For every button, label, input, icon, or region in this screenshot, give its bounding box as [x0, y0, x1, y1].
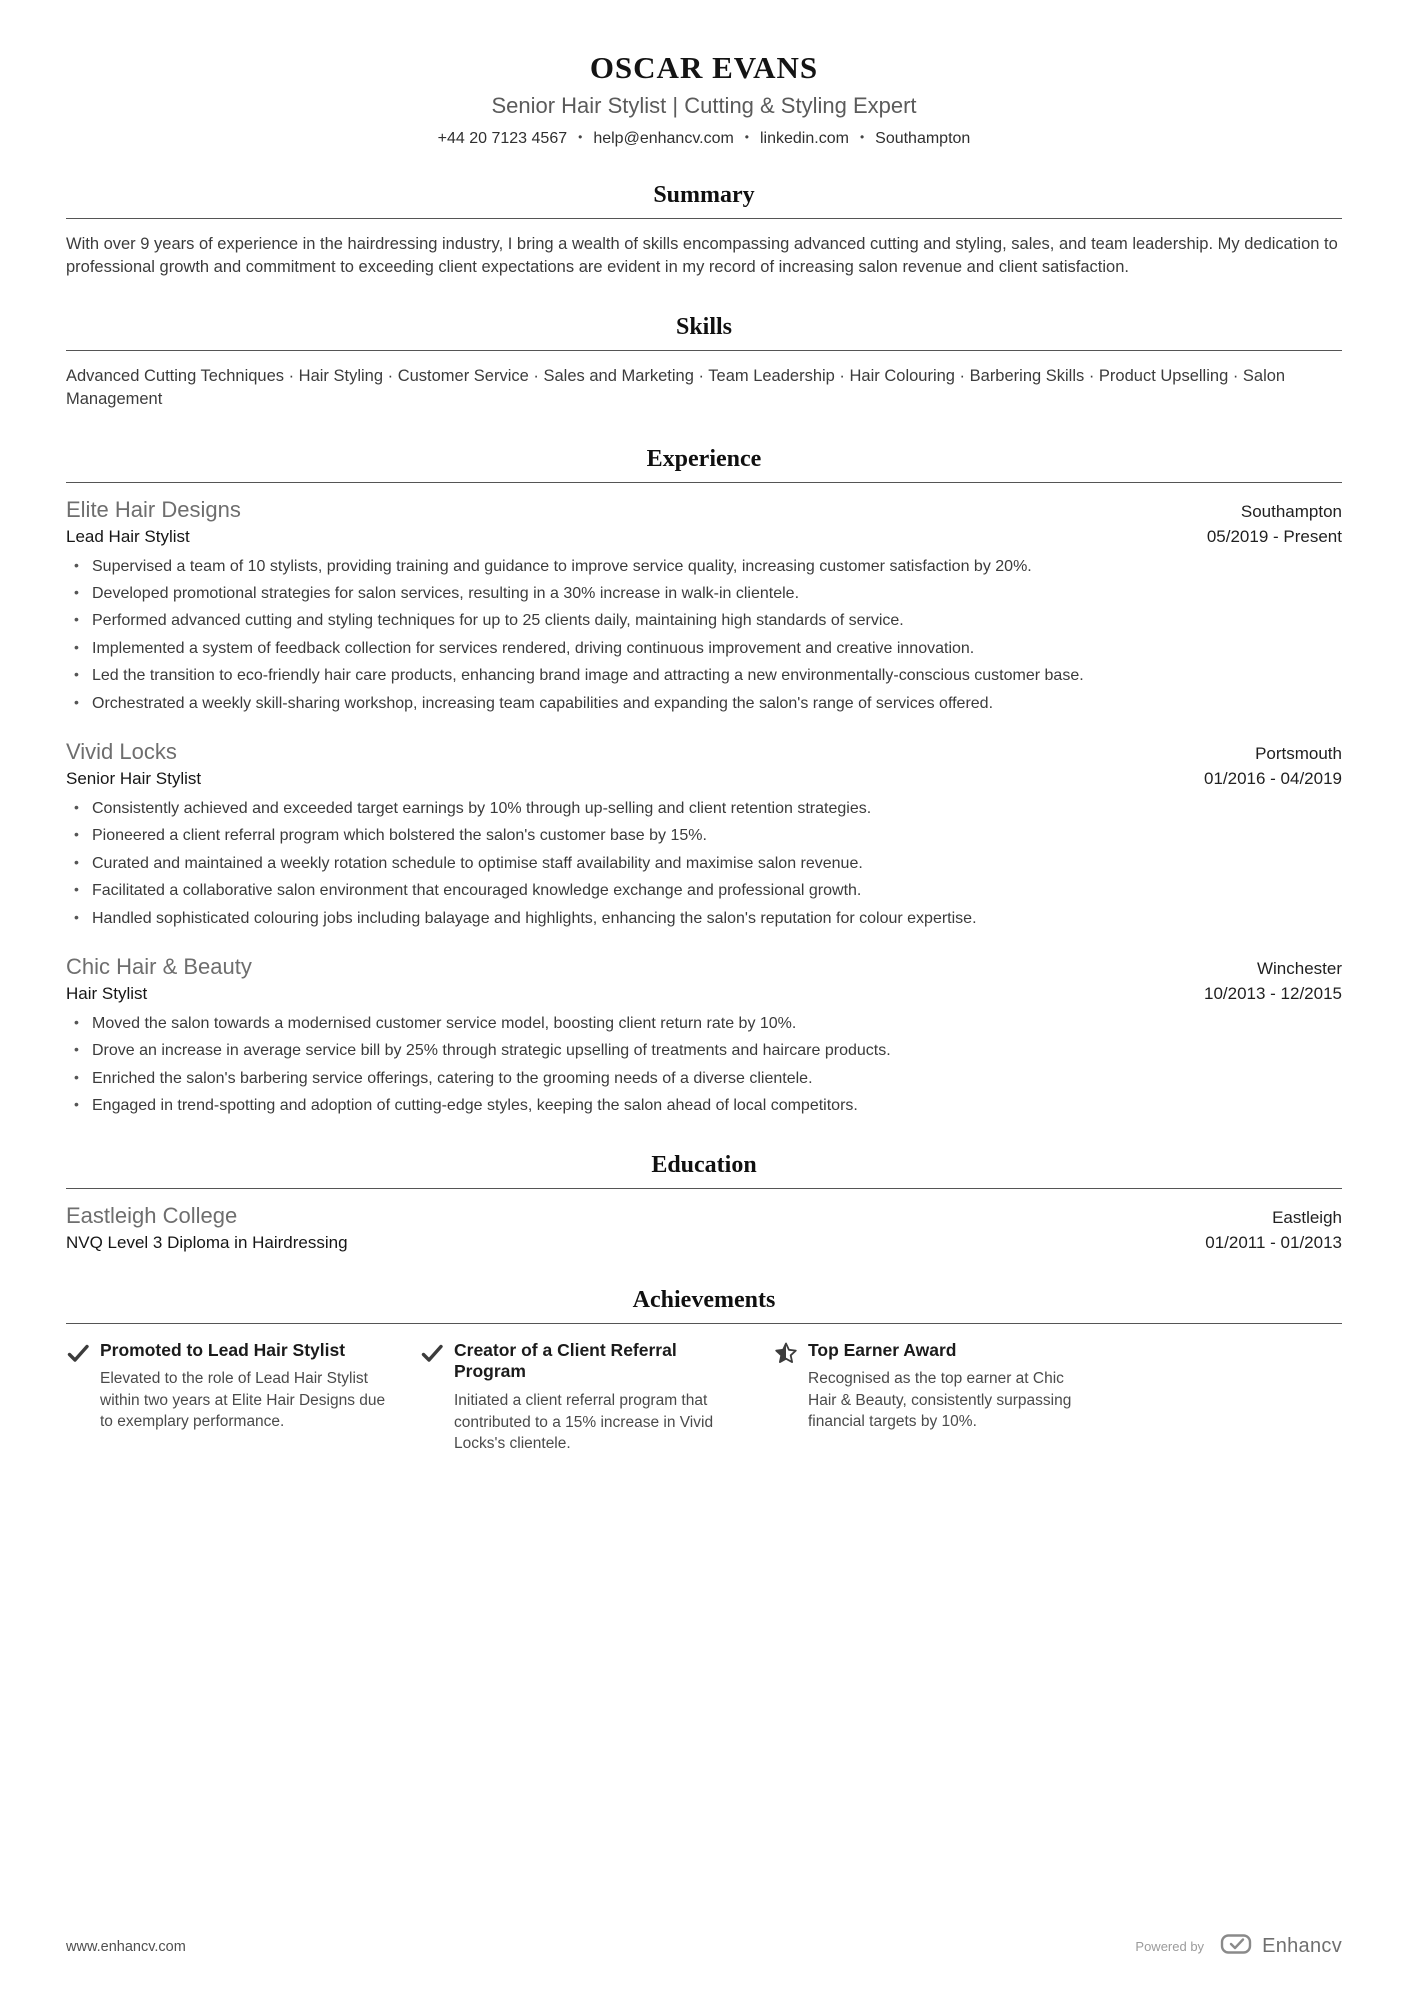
achievement-text: Initiated a client referral program that contributed to a 15% increase in Vivid Locks's clientele. — [454, 1392, 714, 1453]
school-name: Eastleigh College — [66, 1202, 238, 1228]
job-dates: 01/2016 - 04/2019 — [1203, 769, 1342, 789]
education-dates: 01/2011 - 01/2013 — [1205, 1232, 1342, 1252]
experience-bullet: • Orchestrated a weekly skill-sharing workshop, increasing team capabilities and expanding the salon's range of services offered. — [66, 693, 1342, 715]
job-dates: 10/2013 - 12/2015 — [1203, 983, 1342, 1003]
job-title: Senior Hair Stylist — [66, 769, 202, 789]
job-location: Winchester — [1256, 958, 1342, 978]
section-divider — [66, 350, 1342, 351]
experience-bullet: • Drove an increase in average service bill by 25% through strategic upselling of treatments and haircare products. — [66, 1040, 1342, 1062]
job-bullet-list — [66, 798, 1342, 930]
star-icon — [774, 1340, 800, 1365]
experience-bullet: • Handled sophisticated colouring jobs including balayage and highlights, enhancing the salon's reputation for colour expertise. — [66, 908, 1342, 930]
experience-entry — [66, 497, 1342, 715]
achievement-title: Promoted to Lead Hair Stylist — [100, 1339, 346, 1360]
summary-heading: Summary — [653, 182, 755, 208]
skills-heading: Skills — [675, 313, 733, 340]
section-divider — [66, 1188, 1342, 1189]
experience-bullet: • Consistently achieved and exceeded target earnings by 10% through up-selling and client retention strategies. — [66, 798, 1342, 820]
contact-linkedin[interactable]: • linkedin.com — [734, 130, 849, 147]
company-name: Elite Hair Designs — [66, 496, 241, 522]
enhancv-logo-icon — [1220, 1932, 1254, 1961]
experience-bullet: • Engaged in trend-spotting and adoption of cutting-edge styles, keeping the salon ahead of local competitors. — [66, 1095, 1342, 1117]
achievements-section — [66, 1287, 1342, 1455]
contact-email[interactable]: • help@enhancv.com — [567, 130, 734, 147]
company-name: Chic Hair & Beauty — [66, 953, 252, 979]
contact-phone[interactable]: +44 20 7123 4567 — [437, 130, 568, 147]
resume-header — [66, 50, 1342, 148]
summary-section — [66, 182, 1342, 280]
website-link[interactable]: www.enhancv.com — [66, 1938, 186, 1955]
section-divider — [66, 482, 1342, 483]
check-icon — [420, 1340, 446, 1365]
education-heading: Education — [651, 1151, 757, 1178]
job-location: Southampton — [1240, 501, 1342, 521]
section-divider — [66, 218, 1342, 219]
experience-bullet: • Implemented a system of feedback collection for services rendered, driving continuous improvement and creative innovation. — [66, 638, 1342, 660]
experience-bullet: • Facilitated a collaborative salon environment that encouraged knowledge exchange and professional growth. — [66, 880, 1342, 902]
experience-heading: Experience — [646, 445, 762, 472]
achievement-item — [66, 1340, 388, 1455]
job-bullet-list — [66, 556, 1342, 715]
achievement-title: Top Earner Award — [808, 1339, 957, 1360]
experience-section — [66, 446, 1342, 1118]
job-location: Portsmouth — [1255, 744, 1342, 764]
candidate-title: Senior Hair Stylist | Cutting & Styling Expert — [491, 93, 917, 118]
experience-bullet: • Curated and maintained a weekly rotation schedule to optimise staff availability and maximise salon revenue. — [66, 853, 1342, 875]
achievements-grid — [66, 1340, 1342, 1455]
experience-entry — [66, 739, 1342, 930]
job-bullet-list — [66, 1013, 1342, 1118]
section-divider — [66, 1323, 1342, 1324]
job-dates: 05/2019 - Present — [1206, 526, 1342, 546]
powered-by-brand[interactable] — [1135, 1932, 1342, 1961]
candidate-name: OSCAR EVANS — [589, 50, 819, 85]
powered-by-label: Powered by — [1135, 1939, 1205, 1954]
summary-text: With over 9 years of experience in the hairdressing industry, I bring a wealth of skills encompassing advanced cutting and styling, sales, and team leadership. My dedication to professional growth and commitment to exceeding client expectations are evident in my record of increasing salon revenue and client satisfaction. — [66, 235, 1338, 277]
achievement-title: Creator of a Client Referral Program — [454, 1339, 677, 1382]
experience-bullet: • Enriched the salon's barbering service offerings, catering to the grooming needs of a diverse clientele. — [66, 1068, 1342, 1090]
skills-section — [66, 314, 1342, 412]
contact-row — [66, 130, 1342, 148]
skills-list: Advanced Cutting Techniques · Hair Styling · Customer Service · Sales and Marketing · Team Leadership · Hair Colouring · Barbering Skills · Product Upselling · Salon Management — [66, 366, 1286, 409]
experience-bullet: • Moved the salon towards a modernised customer service model, boosting client return rate by 10%. — [66, 1013, 1342, 1035]
experience-entry — [66, 954, 1342, 1118]
check-icon — [66, 1340, 92, 1365]
experience-bullet: • Pioneered a client referral program which bolstered the salon's customer base by 15%. — [66, 825, 1342, 847]
degree-title: NVQ Level 3 Diploma in Hairdressing — [66, 1232, 348, 1252]
experience-bullet: • Led the transition to eco-friendly hair care products, enhancing brand image and attracting a new environmentally-conscious customer base. — [66, 665, 1342, 687]
school-location: Eastleigh — [1272, 1207, 1342, 1227]
achievements-heading: Achievements — [632, 1286, 776, 1313]
brand-name: Enhancv — [1262, 1935, 1342, 1957]
experience-bullet: • Performed advanced cutting and styling techniques for up to 25 clients daily, maintaining high standards of service. — [66, 610, 1342, 632]
achievement-item — [774, 1340, 1096, 1455]
contact-location: • Southampton — [849, 130, 970, 147]
achievement-item — [420, 1340, 742, 1455]
experience-bullet: • Developed promotional strategies for salon services, resulting in a 30% increase in walk-in clientele. — [66, 583, 1342, 605]
page-footer — [66, 1932, 1342, 1961]
company-name: Vivid Locks — [66, 739, 177, 765]
experience-bullet: • Supervised a team of 10 stylists, providing training and guidance to improve service quality, increasing customer satisfaction by 20%. — [66, 556, 1342, 578]
achievement-text: Elevated to the role of Lead Hair Stylist within two years at Elite Hair Designs due to exemplary performance. — [100, 1370, 386, 1431]
job-title: Lead Hair Stylist — [66, 526, 190, 546]
job-title: Hair Stylist — [66, 983, 148, 1003]
education-entry — [66, 1203, 1342, 1253]
achievement-text: Recognised as the top earner at Chic Hair & Beauty, consistently surpassing financial targets by 10%. — [808, 1370, 1072, 1431]
education-section — [66, 1152, 1342, 1253]
